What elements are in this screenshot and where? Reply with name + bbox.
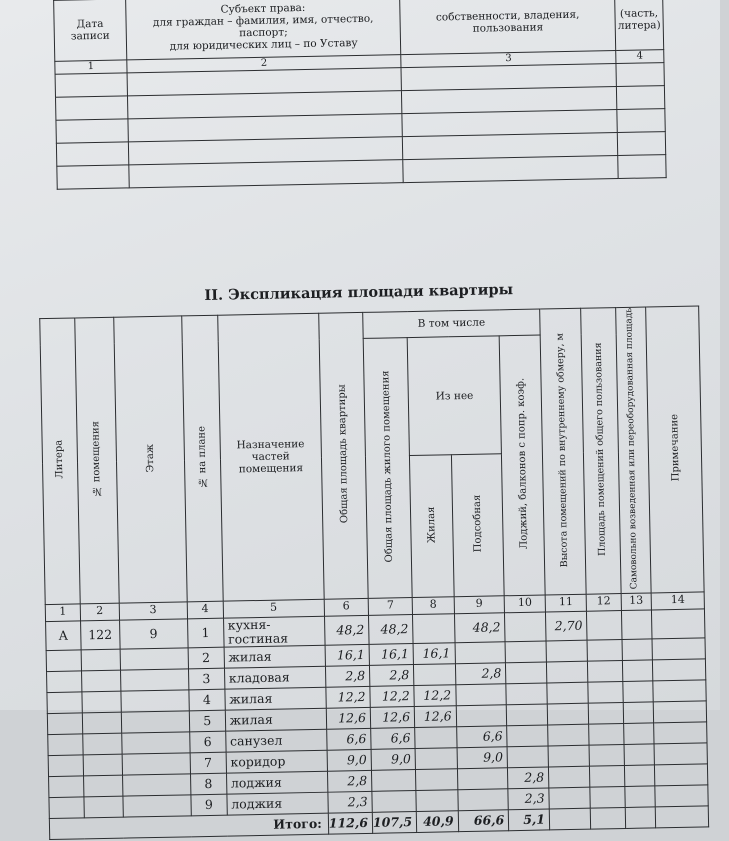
cell-living: [415, 748, 457, 770]
cell-height: [546, 641, 588, 663]
owners-empty-cell: [617, 109, 665, 133]
section-title: II. Экспликация площади квартиры: [204, 281, 514, 304]
owners-empty-rows: [55, 63, 666, 190]
cell-empty: [653, 659, 706, 681]
column-number: 14: [651, 592, 704, 610]
cell-living-total: 9,0: [371, 749, 416, 771]
cell-aux: 48,2: [454, 612, 505, 643]
header-of-which: Из нее: [407, 336, 501, 456]
cell-aux: 6,6: [456, 726, 507, 748]
cell-aux: [457, 789, 508, 811]
totals-label: Итого:: [49, 814, 328, 840]
cell-empty: [623, 702, 654, 724]
cell-litera: [47, 692, 82, 714]
owners-column-numbers: 1 2 3 4: [55, 50, 664, 75]
header-common: Площадь помещений общего пользования: [581, 308, 621, 594]
cell-name: лоджия: [227, 793, 329, 816]
cell-total: 6,6: [327, 729, 372, 751]
explication-rows: [46, 609, 709, 819]
cell-litera: А: [46, 620, 82, 650]
cell-plan: 1: [187, 618, 223, 648]
header-height: Высота помещений по внутреннему обмеру, м: [540, 308, 587, 594]
cell-aux: [457, 768, 508, 790]
cell-empty: [622, 660, 653, 682]
cell-loggia: 2,8: [508, 767, 549, 789]
cell-living: 16,1: [413, 643, 455, 665]
cell-floor: [122, 774, 190, 796]
cell-litera: [49, 776, 84, 798]
totals-living: 40,9: [416, 811, 458, 833]
cell-plan: 9: [191, 794, 227, 816]
header-loggias: Лоджий, балконов с попр. коэф.: [499, 335, 545, 595]
cell-litera: [48, 734, 83, 756]
column-number: 8: [412, 596, 454, 614]
cell-floor: [123, 795, 191, 817]
owners-empty-cell: [403, 156, 618, 183]
cell-total: 48,2: [324, 615, 369, 646]
cell-living: [414, 664, 456, 686]
totals-living-total: 107,5: [372, 812, 417, 834]
explication-table: [39, 305, 709, 840]
cell-room: [84, 775, 123, 797]
cell-empty: [589, 745, 624, 767]
owners-empty-cell: [56, 142, 128, 166]
column-number: 12: [586, 593, 621, 611]
cell-empty: [624, 744, 655, 766]
cell-empty: [590, 766, 625, 788]
cell-aux: [456, 705, 507, 727]
cell-floor: [121, 711, 189, 733]
cell-living: 12,2: [414, 685, 456, 707]
cell-height: [547, 683, 589, 705]
cell-name: коридор: [226, 751, 328, 774]
cell-total: 12,2: [326, 687, 371, 709]
cell-empty: [654, 743, 707, 765]
owners-header-date: Дата записи: [54, 0, 127, 61]
cell-empty: [588, 682, 623, 704]
totals-loggias: 5,1: [509, 809, 550, 831]
cell-height: [548, 725, 590, 747]
cell-loggia: [505, 612, 546, 643]
cell-empty: [652, 638, 705, 660]
cell-empty: [624, 786, 655, 808]
cell-living-total: [371, 770, 416, 792]
cell-living-total: 48,2: [368, 614, 413, 645]
owners-header-part: (часть, литера): [615, 0, 664, 51]
cell-floor: 9: [119, 618, 188, 649]
cell-plan: 4: [189, 689, 225, 711]
cell-height: [548, 745, 590, 767]
cell-loggia: [507, 704, 548, 726]
cell-litera: [48, 755, 83, 777]
cell-room: [81, 670, 120, 692]
cell-empty: [623, 723, 654, 745]
cell-floor: [120, 648, 188, 670]
cell-name: кухня-гостиная: [223, 616, 325, 648]
cell-height: 2,70: [546, 611, 588, 642]
cell-empty: [655, 785, 708, 807]
cell-plan: 6: [190, 731, 226, 753]
cell-plan: 3: [188, 668, 224, 690]
owners-empty-cell: [616, 63, 664, 87]
column-number: 2: [80, 603, 119, 621]
cell-name: жилая: [224, 646, 326, 669]
cell-aux: 9,0: [457, 747, 508, 769]
owners-empty-cell: [57, 165, 129, 189]
cell-name: лоджия: [226, 772, 328, 795]
header-total-area: Общая площадь квартиры: [319, 312, 369, 598]
cell-living: 12,6: [414, 706, 456, 728]
cell-room: [82, 691, 121, 713]
cell-empty: [653, 701, 706, 723]
cell-floor: [121, 690, 189, 712]
column-number: 7: [368, 597, 412, 615]
cell-name: санузел: [225, 730, 327, 753]
cell-height: [546, 662, 588, 684]
cell-room: [82, 712, 121, 734]
cell-empty: [653, 680, 706, 702]
cell-room: [84, 796, 123, 818]
owners-header-right: собственности, владения, пользования: [400, 0, 616, 55]
owners-empty-cell: [617, 132, 665, 156]
cell-floor: [121, 732, 189, 754]
owners-header-subject: Субъект права: для граждан – фамилия, имя, отчество, паспорт; для юридических лиц – по Уставу: [126, 0, 402, 60]
header-living-total: Общая площадь жилого помещения: [363, 338, 412, 598]
cell-empty: [652, 609, 705, 640]
header-note: Примечание: [646, 306, 704, 593]
cell-height: [548, 766, 590, 788]
owners-empty-cell: [618, 155, 666, 179]
column-number: 1: [45, 603, 80, 621]
owners-empty-cell: [129, 160, 404, 188]
column-number: 10: [504, 595, 545, 613]
cell-name: кладовая: [224, 667, 326, 690]
column-number: 6: [324, 598, 368, 616]
column-number: 4: [187, 601, 223, 619]
header-purpose: Назначение частей помещения: [217, 313, 324, 600]
cell-loggia: [505, 641, 546, 663]
header-plan-no: № на плане: [182, 315, 223, 601]
cell-loggia: [507, 725, 548, 747]
cell-empty: [624, 765, 655, 787]
cell-empty: [589, 703, 624, 725]
cell-empty: [590, 787, 625, 809]
cell-empty: [622, 639, 653, 661]
cell-floor: [120, 669, 188, 691]
cell-empty: [588, 661, 623, 683]
cell-name: жилая: [225, 709, 327, 732]
cell-litera: [47, 713, 82, 735]
cell-height: [547, 704, 589, 726]
cell-living: [416, 769, 458, 791]
cell-total: 16,1: [325, 645, 370, 667]
cell-empty: [621, 610, 652, 640]
header-living: Жилая: [410, 455, 454, 597]
cell-total: 2,8: [325, 666, 370, 688]
cell-total: 9,0: [327, 750, 372, 772]
column-number: 5: [223, 599, 324, 618]
owners-empty-cell: [55, 96, 127, 120]
cell-room: [81, 649, 120, 671]
cell-living-total: 12,2: [370, 686, 415, 708]
cell-plan: 5: [189, 710, 225, 732]
cell-plan: 2: [188, 647, 224, 669]
cell-litera: [49, 797, 84, 819]
totals-auxiliary: 66,6: [458, 810, 509, 832]
owners-empty-cell: [616, 86, 664, 110]
cell-living: [415, 727, 457, 749]
cell-plan: 7: [190, 752, 226, 774]
cell-plan: 8: [190, 773, 226, 795]
cell-room: 122: [81, 620, 120, 650]
cell-living-total: 16,1: [369, 644, 414, 666]
cell-litera: [46, 650, 81, 672]
cell-aux: [455, 684, 506, 706]
cell-room: [83, 733, 122, 755]
cell-living-total: [372, 791, 417, 813]
cell-room: [83, 754, 122, 776]
cell-empty: [587, 640, 622, 662]
header-including: В том числе: [363, 309, 541, 338]
cell-aux: [455, 642, 506, 664]
cell-empty: [655, 764, 708, 786]
cell-empty: [654, 722, 707, 744]
cell-total: 2,3: [328, 792, 373, 814]
header-litera: Литера: [40, 318, 80, 604]
cell-height: [549, 787, 591, 809]
cell-loggia: [506, 683, 547, 705]
cell-living: [413, 613, 455, 644]
column-number: 13: [621, 593, 652, 611]
header-room-no: № помещения: [75, 317, 119, 603]
cell-aux: 2,8: [455, 663, 506, 685]
cell-loggia: 2,3: [508, 788, 549, 810]
column-number: 11: [545, 594, 587, 612]
cell-total: 2,8: [327, 771, 372, 793]
cell-living: [416, 790, 458, 812]
cell-total: 12,6: [326, 708, 371, 730]
owners-empty-cell: [55, 73, 127, 97]
column-number: 3: [119, 601, 187, 619]
header-auxiliary: Подсобная: [451, 454, 504, 596]
cell-loggia: [506, 662, 547, 684]
owners-table: [53, 0, 667, 190]
cell-litera: [47, 671, 82, 693]
cell-living-total: 12,6: [370, 707, 415, 729]
cell-loggia: [507, 746, 548, 768]
owners-empty-cell: [56, 119, 128, 143]
cell-living-total: 6,6: [371, 728, 416, 750]
cell-empty: [587, 610, 622, 640]
cell-living-total: 2,8: [369, 665, 414, 687]
column-number: 9: [454, 595, 505, 613]
cell-floor: [122, 753, 190, 775]
cell-empty: [622, 681, 653, 703]
header-floor: Этаж: [113, 316, 187, 603]
cell-name: жилая: [225, 688, 327, 711]
header-unauthorized: Самовольно возведенная или переоборудованная площадь: [615, 307, 651, 593]
totals-total-area: 112,6: [328, 813, 373, 835]
cell-empty: [589, 724, 624, 746]
